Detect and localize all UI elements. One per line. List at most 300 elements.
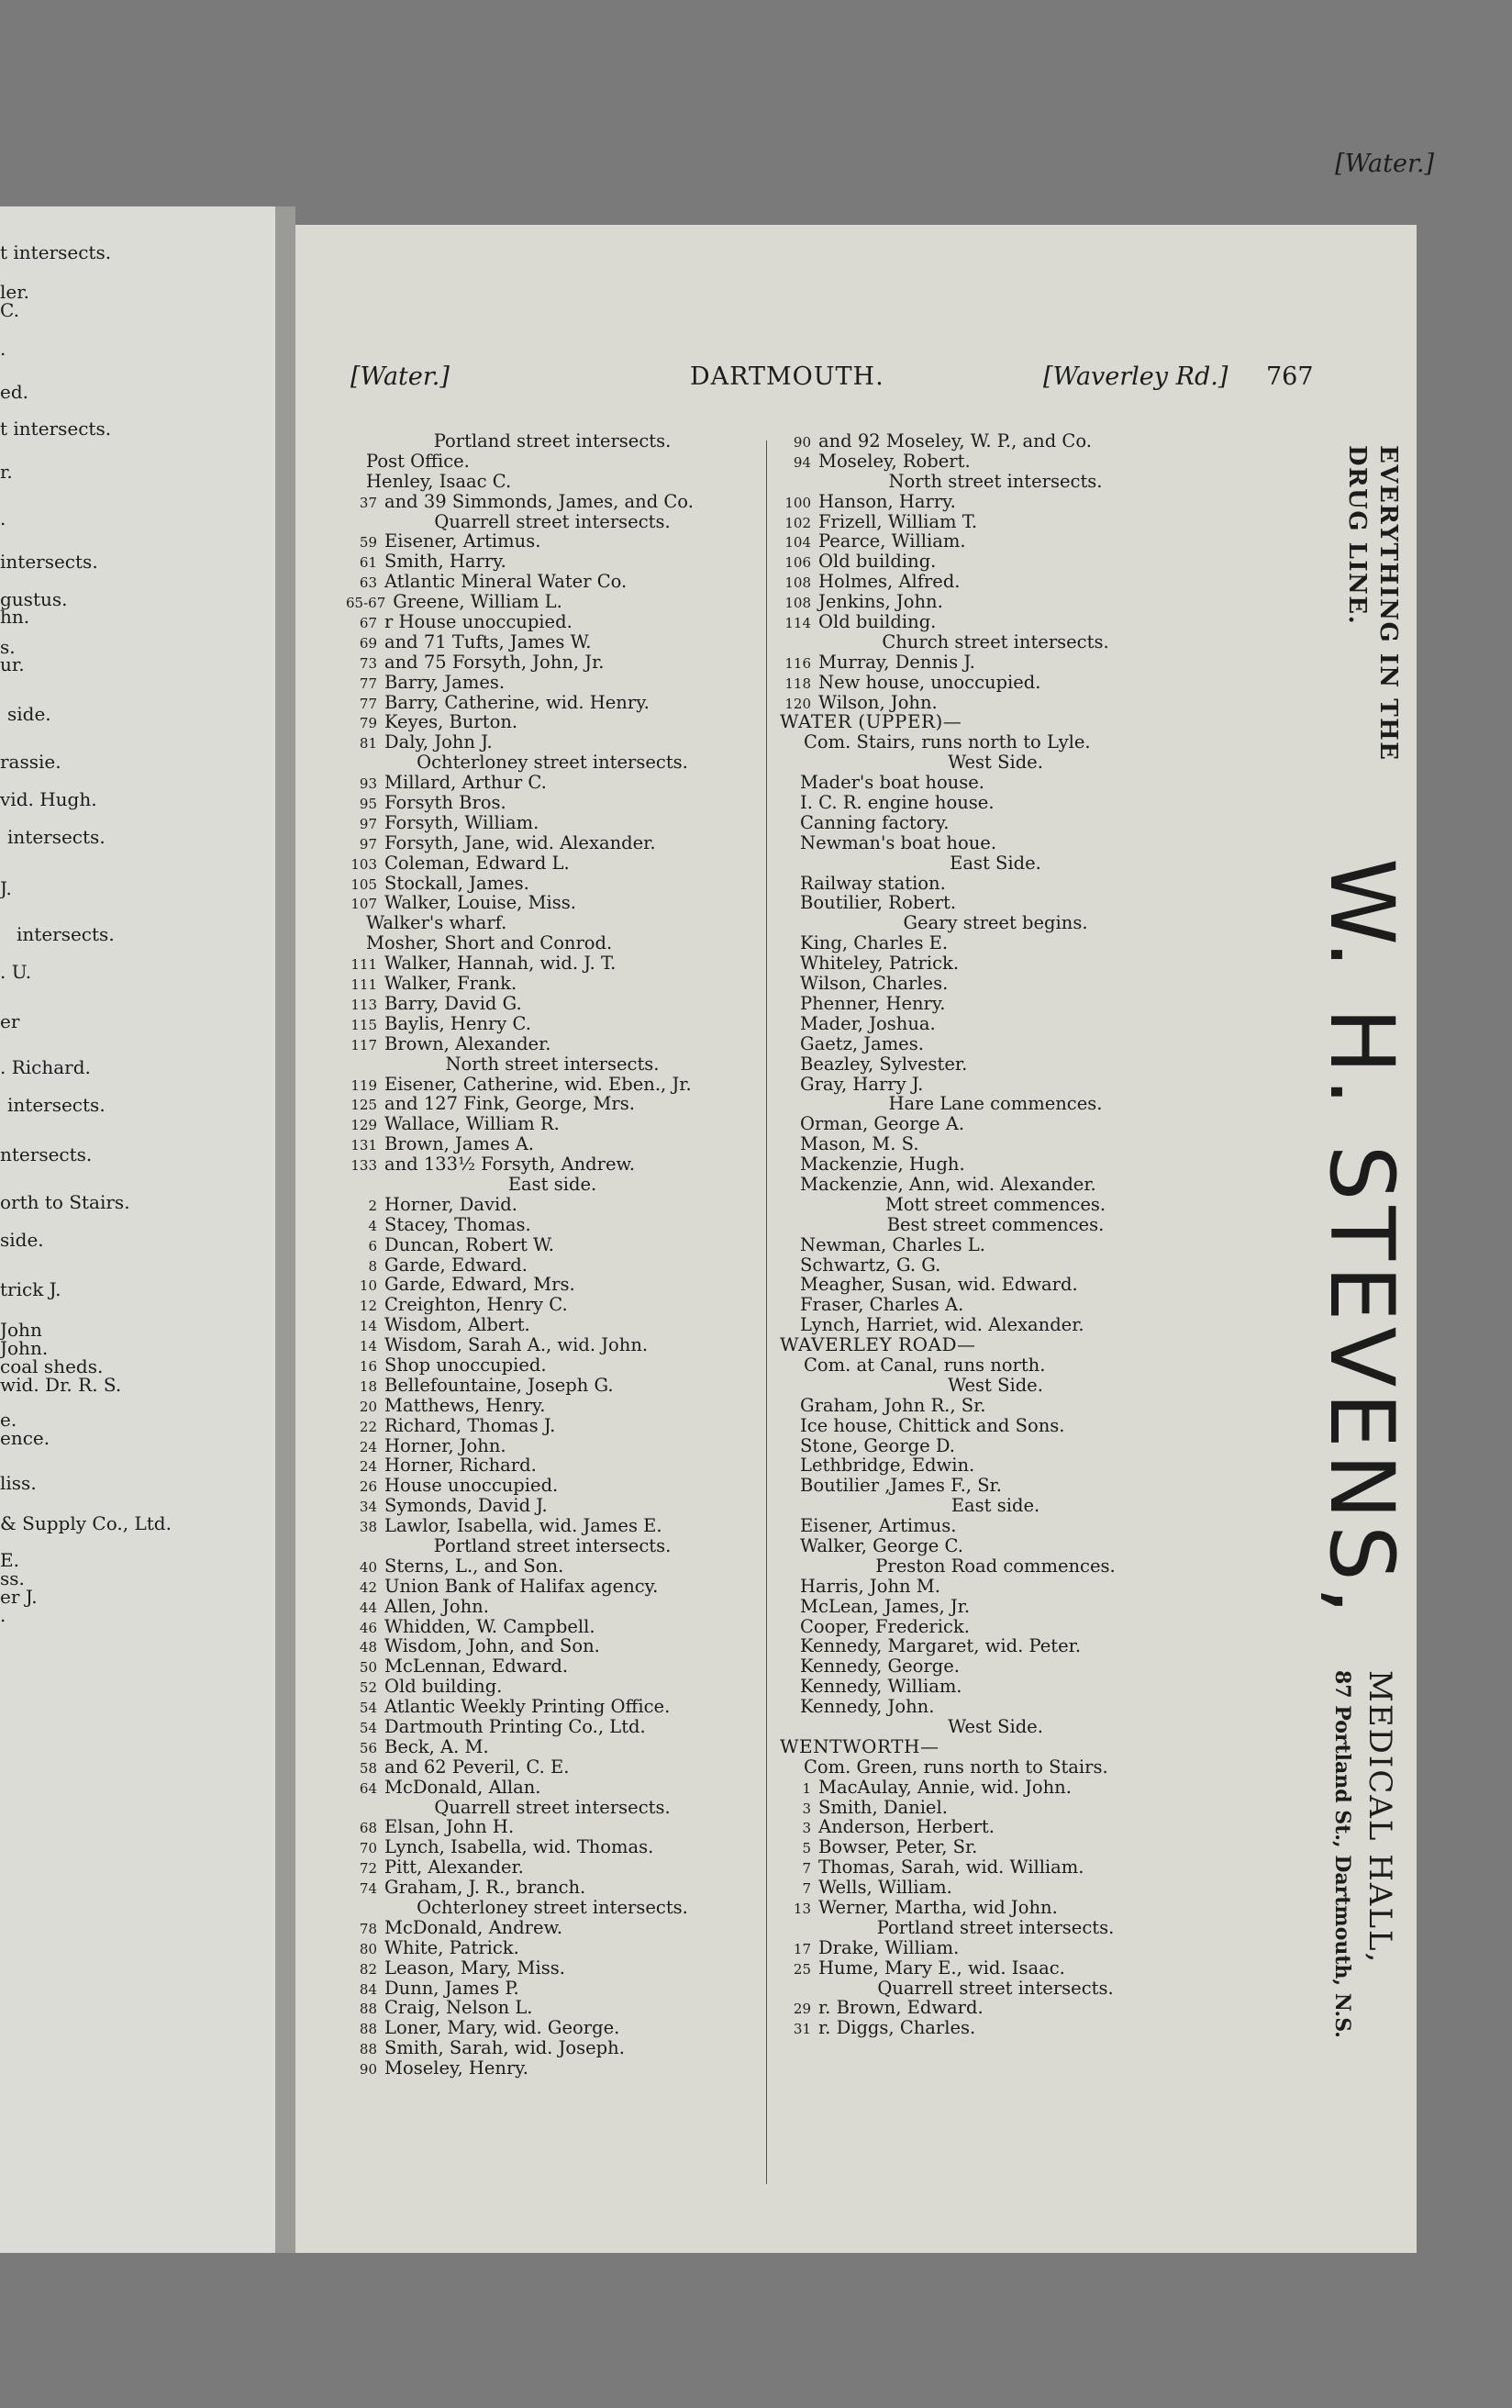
- house-number: 25: [793, 1960, 811, 1978]
- entry-text: Mackenzie, Ann, wid. Alexander.: [800, 1173, 1096, 1195]
- left-page-fragment: e.: [0, 1409, 17, 1431]
- left-column-entry: [346, 1798, 759, 1818]
- entry-text: Creighton, Henry C.: [384, 1294, 568, 1316]
- entry-text: Railway station.: [800, 872, 946, 894]
- right-column-entry: [780, 1436, 1211, 1456]
- left-column-entry: [346, 1315, 759, 1335]
- entry-text: Schwartz, G. G.: [800, 1254, 941, 1276]
- left-page-fragment: ntersects.: [0, 1143, 93, 1165]
- house-number: 4: [368, 1217, 377, 1234]
- house-number: 44: [359, 1599, 377, 1616]
- house-number: 40: [359, 1558, 377, 1576]
- ad-tagline-2: DRUG LINE.: [1343, 445, 1371, 626]
- directory-page: [295, 225, 1417, 2253]
- house-number: 14: [359, 1338, 377, 1355]
- right-column-entry: [780, 1636, 1211, 1656]
- house-number: 74: [359, 1880, 377, 1898]
- left-column-entry: [346, 1938, 759, 1958]
- house-number: 111: [350, 956, 377, 974]
- left-column-entry: [346, 612, 759, 632]
- right-column-entry: [780, 853, 1211, 874]
- house-number: 13: [793, 1901, 811, 1918]
- entry-text: Anderson, Herbert.: [818, 1816, 995, 1838]
- left-column-entry: [346, 1878, 759, 1898]
- entry-text: Henley, Isaac C.: [366, 470, 512, 492]
- right-column-entry: [780, 1857, 1211, 1878]
- left-column-entry: [346, 2058, 759, 2079]
- left-column-entry: [346, 933, 759, 953]
- left-column-entry: [346, 1898, 759, 1918]
- left-column-entry: [346, 1376, 759, 1396]
- entry-text: Hanson, Harry.: [818, 490, 956, 512]
- right-column-entry: [780, 1516, 1211, 1536]
- left-column-entry: [346, 1436, 759, 1456]
- entry-text: r. Diggs, Charles.: [818, 2017, 976, 2039]
- right-column-entry: [780, 1455, 1211, 1476]
- house-number: 7: [802, 1860, 811, 1878]
- left-column-entry: [346, 1516, 759, 1536]
- left-column-entry: [346, 1235, 759, 1255]
- right-column-entry: [780, 874, 1211, 894]
- house-number: 81: [359, 735, 377, 752]
- right-column-entry: [780, 732, 1211, 752]
- left-page-fragment: gustus.: [0, 588, 68, 610]
- entry-text: WATER (UPPER)—: [780, 710, 962, 733]
- entry-text: MacAulay, Annie, wid. John.: [818, 1776, 1072, 1798]
- header-left-street: [Water.]: [350, 362, 450, 391]
- house-number: 77: [359, 695, 377, 712]
- right-column-entry: [780, 1396, 1211, 1416]
- entry-text: Preston Road commences.: [875, 1555, 1116, 1577]
- right-column-entry: [780, 1878, 1211, 1898]
- entry-text: Bellefountaine, Joseph G.: [384, 1374, 614, 1396]
- entry-text: Thomas, Sarah, wid. William.: [818, 1856, 1084, 1878]
- left-column-entry: [346, 1094, 759, 1114]
- right-column-entry: [780, 1114, 1211, 1134]
- house-number: 70: [359, 1840, 377, 1857]
- entry-text: Millard, Arthur C.: [384, 772, 547, 794]
- entry-text: White, Patrick.: [384, 1936, 519, 1958]
- left-page-fragment: orth to Stairs.: [0, 1191, 130, 1213]
- left-page-fragment: . Richard.: [0, 1056, 91, 1078]
- entry-text: Forsyth Bros.: [384, 792, 506, 814]
- left-page-fragment: . U.: [0, 961, 32, 983]
- right-column: [780, 431, 1211, 2038]
- house-number: 106: [784, 554, 811, 572]
- right-column-entry: [780, 1697, 1211, 1717]
- right-column-entry: [780, 1315, 1211, 1335]
- right-column-entry: [780, 1355, 1211, 1376]
- right-column-entry: [780, 1235, 1211, 1255]
- entry-text: Murray, Dennis J.: [818, 651, 975, 673]
- entry-text: Best street commences.: [886, 1213, 1105, 1235]
- house-number: 90: [359, 2061, 377, 2079]
- left-page-fragment: er J.: [0, 1586, 38, 1608]
- entry-text: WAVERLEY ROAD—: [780, 1333, 976, 1356]
- left-column-entry: [346, 1817, 759, 1837]
- left-column-entry: [346, 2018, 759, 2038]
- right-column-entry: [780, 1416, 1211, 1436]
- house-number: 14: [359, 1318, 377, 1335]
- entry-text: Mackenzie, Hugh.: [800, 1154, 965, 1176]
- house-number: 34: [359, 1499, 377, 1516]
- left-column-entry: [346, 1455, 759, 1476]
- right-column-entry: [780, 1094, 1211, 1114]
- house-number: 82: [359, 1960, 377, 1978]
- house-number: 16: [359, 1357, 377, 1375]
- left-column-entry: [346, 793, 759, 813]
- right-column-entry: [780, 1998, 1211, 2018]
- right-column-entry: [780, 531, 1211, 552]
- house-number: 52: [359, 1679, 377, 1697]
- right-column-entry: [780, 673, 1211, 693]
- entry-text: Forsyth, Jane, wid. Alexander.: [384, 831, 656, 853]
- entry-text: Old building.: [818, 551, 937, 573]
- entry-text: West Side.: [948, 1374, 1043, 1396]
- entry-text: North street intersects.: [888, 470, 1103, 492]
- right-column-entry: [780, 512, 1211, 532]
- right-column-entry: [780, 1617, 1211, 1637]
- left-column-entry: [346, 1556, 759, 1577]
- left-column-entry: [346, 693, 759, 713]
- house-number: 2: [368, 1197, 377, 1214]
- right-column-entry: [780, 1476, 1211, 1496]
- left-column-entry: [346, 1014, 759, 1034]
- left-page-fragment: wid. Dr. R. S.: [0, 1374, 122, 1396]
- right-column-entry: [780, 1577, 1211, 1597]
- left-column-entry: [346, 752, 759, 773]
- left-page-fragment: intersects.: [7, 1094, 106, 1116]
- left-column-entry: [346, 472, 759, 492]
- left-page-fragment: John: [0, 1319, 42, 1341]
- right-column-entry: [780, 592, 1211, 612]
- house-number: 29: [793, 2001, 811, 2018]
- right-column-entry: [780, 472, 1211, 492]
- advertisement-rotated: [1295, 445, 1413, 2207]
- ad-address: 87 Portland St., Dartmouth, N.S.: [1330, 1670, 1354, 2038]
- right-column-entry: [780, 1175, 1211, 1195]
- house-number: 17: [793, 1940, 811, 1957]
- right-column-entry: [780, 1837, 1211, 1857]
- right-column-entry: [780, 933, 1211, 953]
- entry-text: Kennedy, John.: [800, 1696, 935, 1718]
- entry-text: Walker's wharf.: [366, 912, 507, 934]
- entry-text: and 75 Forsyth, John, Jr.: [384, 651, 605, 673]
- entry-text: McLennan, Edward.: [384, 1656, 569, 1678]
- right-column-entry: [780, 994, 1211, 1014]
- entry-text: East side.: [507, 1173, 597, 1195]
- entry-text: Harris, John M.: [800, 1575, 940, 1597]
- house-number: 88: [359, 2001, 377, 2018]
- entry-text: Frizell, William T.: [818, 510, 978, 532]
- entry-text: Eisener, Artimus.: [800, 1515, 957, 1537]
- right-column-entry: [780, 913, 1211, 933]
- left-column-entry: [346, 452, 759, 472]
- house-number: 73: [359, 654, 377, 672]
- house-number: 6: [368, 1237, 377, 1254]
- house-number: 37: [359, 494, 377, 511]
- entry-text: and 92 Moseley, W. P., and Co.: [818, 430, 1092, 452]
- left-page-fragment: vid. Hugh.: [0, 788, 97, 810]
- page-number: 767: [1266, 362, 1314, 391]
- right-column-entry: [780, 773, 1211, 793]
- house-number: 59: [359, 534, 377, 552]
- right-column-entry: [780, 572, 1211, 592]
- house-number: 114: [784, 615, 811, 632]
- entry-text: and 127 Fink, George, Mrs.: [384, 1093, 635, 1115]
- entry-text: Graham, John R., Sr.: [800, 1394, 986, 1416]
- right-column-entry: [780, 1778, 1211, 1798]
- house-number: 107: [350, 896, 377, 913]
- left-page-fragment: C.: [0, 299, 19, 321]
- house-number: 68: [359, 1820, 377, 1837]
- entry-text: Coleman, Edward L.: [384, 852, 570, 874]
- left-column-entry: [346, 994, 759, 1014]
- page-gutter: [275, 206, 295, 2253]
- right-column-entry: [780, 974, 1211, 994]
- house-number: 105: [350, 875, 377, 893]
- right-column-entry: [780, 953, 1211, 974]
- entry-text: Bowser, Peter, Sr.: [818, 1836, 978, 1858]
- entry-text: Elsan, John H.: [384, 1816, 515, 1838]
- entry-text: Graham, J. R., branch.: [384, 1877, 586, 1899]
- entry-text: Union Bank of Halifax agency.: [384, 1575, 659, 1597]
- house-number: 24: [359, 1438, 377, 1455]
- house-number: 125: [350, 1097, 377, 1114]
- entry-text: Quarrell street intersects.: [434, 510, 671, 532]
- left-column-entry: [346, 1255, 759, 1276]
- left-column-entry: [346, 853, 759, 874]
- entry-text: Lynch, Harriet, wid. Alexander.: [800, 1314, 1084, 1336]
- left-page-fragment: ed.: [0, 381, 28, 403]
- entry-text: Stockall, James.: [384, 872, 529, 894]
- house-number: 113: [350, 996, 377, 1013]
- entry-text: and 62 Peveril, C. E.: [384, 1756, 570, 1778]
- house-number: 10: [359, 1277, 377, 1295]
- house-number: 84: [359, 1980, 377, 1998]
- house-number: 90: [793, 434, 811, 451]
- left-column-entry: [346, 953, 759, 974]
- entry-text: Leason, Mary, Miss.: [384, 1956, 565, 1979]
- house-number: 42: [359, 1578, 377, 1596]
- entry-text: Allen, John.: [384, 1595, 489, 1617]
- left-page-fragment: t intersects.: [0, 418, 112, 440]
- entry-text: Kennedy, William.: [800, 1676, 962, 1698]
- right-column-entry: [780, 1075, 1211, 1095]
- entry-text: Mader's boat house.: [800, 772, 984, 794]
- entry-text: King, Charles E.: [800, 932, 949, 954]
- entry-text: Holmes, Alfred.: [818, 571, 961, 593]
- right-column-entry: [780, 431, 1211, 452]
- house-number: 115: [350, 1016, 377, 1033]
- entry-text: West Side.: [948, 1716, 1043, 1737]
- right-column-entry: [780, 1817, 1211, 1837]
- right-column-entry: [780, 1757, 1211, 1778]
- entry-text: Post Office.: [366, 450, 470, 472]
- entry-text: Pearce, William.: [818, 530, 966, 552]
- left-column-entry: [346, 1837, 759, 1857]
- house-number: 88: [359, 2021, 377, 2038]
- house-number: 79: [359, 715, 377, 732]
- left-column-entry: [346, 913, 759, 933]
- entry-text: Dunn, James P.: [384, 1977, 519, 1999]
- left-column-entry: [346, 512, 759, 532]
- left-page-fragment: coal sheds.: [0, 1355, 104, 1377]
- entry-text: Garde, Edward.: [384, 1254, 528, 1276]
- left-column-entry: [346, 572, 759, 592]
- left-page-fragment: er: [0, 1010, 20, 1032]
- left-column-entry: [346, 1677, 759, 1697]
- header-right-street: [Waverley Rd.]: [1043, 362, 1228, 391]
- left-page-header: [Water.]: [1335, 150, 1434, 178]
- right-column-entry: [780, 1918, 1211, 1938]
- house-number: 3: [802, 1820, 811, 1837]
- left-page-fragment: intersects.: [17, 923, 115, 945]
- entry-text: McLean, James, Jr.: [800, 1595, 971, 1617]
- left-page-fragment: E.: [0, 1549, 19, 1571]
- entry-text: Old building.: [818, 611, 937, 633]
- left-column-entry: [346, 1998, 759, 2018]
- entry-text: Beck, A. M.: [384, 1735, 489, 1757]
- left-page-fragment: ur.: [0, 653, 25, 675]
- left-page-fragment: side.: [7, 703, 51, 725]
- left-page-fragment: John.: [0, 1337, 49, 1359]
- house-number: 54: [359, 1720, 377, 1736]
- right-column-entry: [780, 1376, 1211, 1396]
- house-number: 78: [359, 1920, 377, 1937]
- left-column-entry: [346, 1656, 759, 1677]
- entry-text: Loner, Mary, wid. George.: [384, 2017, 620, 2039]
- entry-text: Beazley, Sylvester.: [800, 1053, 968, 1075]
- entry-text: Barry, Catherine, wid. Henry.: [384, 691, 650, 713]
- entry-text: Com. Green, runs north to Stairs.: [804, 1756, 1108, 1778]
- left-column-entry: [346, 833, 759, 853]
- house-number: 31: [793, 2021, 811, 2038]
- left-column-entry: [346, 1295, 759, 1315]
- house-number: 120: [784, 695, 811, 712]
- entry-text: Wells, William.: [818, 1877, 952, 1899]
- left-column-entry: [346, 492, 759, 512]
- entry-text: Jenkins, John.: [818, 591, 943, 613]
- entry-text: Gray, Harry J.: [800, 1073, 924, 1095]
- house-number: 61: [359, 554, 377, 572]
- house-number: 3: [802, 1800, 811, 1817]
- house-number: 8: [368, 1257, 377, 1275]
- entry-text: Mader, Joshua.: [800, 1012, 936, 1034]
- left-page-fragment: .: [0, 1604, 6, 1626]
- entry-text: Symonds, David J.: [384, 1495, 548, 1517]
- entry-text: Atlantic Mineral Water Co.: [384, 571, 628, 593]
- house-number: 12: [359, 1298, 377, 1315]
- house-number: 26: [359, 1478, 377, 1496]
- entry-text: r. Brown, Edward.: [818, 1997, 984, 2019]
- entry-text: East Side.: [950, 852, 1041, 874]
- house-number: 50: [359, 1659, 377, 1677]
- entry-text: Meagher, Susan, wid. Edward.: [800, 1274, 1078, 1296]
- right-column-entry: [780, 1255, 1211, 1276]
- entry-text: WENTWORTH—: [780, 1734, 939, 1757]
- entry-text: Greene, William L.: [393, 591, 562, 613]
- entry-text: Smith, Harry.: [384, 551, 506, 573]
- left-column-entry: [346, 1918, 759, 1938]
- right-column-entry: [780, 752, 1211, 773]
- entry-text: Portland street intersects.: [433, 1534, 672, 1556]
- right-column-entry: [780, 1979, 1211, 1999]
- ad-tagline-1: EVERYTHING IN THE: [1374, 445, 1402, 762]
- entry-text: Wilson, John.: [818, 691, 938, 713]
- house-number: 24: [359, 1458, 377, 1476]
- right-column-entry: [780, 712, 1211, 732]
- left-column-entry: [346, 1979, 759, 1999]
- entry-text: Wallace, William R.: [384, 1113, 560, 1135]
- ad-business-name: MEDICAL HALL,: [1362, 1670, 1398, 1965]
- house-number: 1: [802, 1779, 811, 1797]
- entry-text: Baylis, Henry C.: [384, 1012, 531, 1034]
- entry-text: Barry, James.: [384, 671, 506, 693]
- left-column-entry: [346, 893, 759, 913]
- house-number: 118: [784, 674, 811, 692]
- entry-text: r House unoccupied.: [384, 611, 573, 633]
- house-number: 131: [350, 1137, 377, 1154]
- right-column-entry: [780, 1335, 1211, 1355]
- right-column-entry: [780, 1898, 1211, 1918]
- entry-text: Eisener, Catherine, wid. Eben., Jr.: [384, 1073, 692, 1095]
- entry-text: Horner, Richard.: [384, 1455, 537, 1477]
- house-number: 64: [359, 1779, 377, 1797]
- entry-text: Lawlor, Isabella, wid. James E.: [384, 1515, 662, 1537]
- left-column-entry: [346, 552, 759, 572]
- house-number: 48: [359, 1639, 377, 1656]
- entry-text: Shop unoccupied.: [384, 1354, 547, 1376]
- left-column-entry: [346, 1335, 759, 1355]
- house-number: 56: [359, 1739, 377, 1756]
- left-page-fragment: J.: [0, 877, 12, 899]
- right-column-entry: [780, 2018, 1211, 2038]
- entry-text: Keyes, Burton.: [384, 711, 518, 733]
- entry-text: House unoccupied.: [384, 1475, 559, 1497]
- left-column-entry: [346, 531, 759, 552]
- left-column-entry: [346, 1577, 759, 1597]
- house-number: 97: [359, 815, 377, 832]
- entry-text: Stacey, Thomas.: [384, 1213, 531, 1235]
- right-column-entry: [780, 1034, 1211, 1054]
- page-header: [350, 362, 1314, 401]
- left-column-entry: [346, 1536, 759, 1556]
- left-page-fragment: hn.: [0, 606, 30, 628]
- house-number: 7: [802, 1880, 811, 1898]
- left-column-entry: [346, 1215, 759, 1235]
- right-column-entry: [780, 1295, 1211, 1315]
- right-column-entry: [780, 1734, 1211, 1757]
- house-number: 97: [359, 835, 377, 853]
- right-column-entry: [780, 1054, 1211, 1075]
- house-number: 46: [359, 1619, 377, 1636]
- left-column-entry: [346, 431, 759, 452]
- house-number: 94: [793, 453, 811, 471]
- right-column-entry: [780, 833, 1211, 853]
- right-column-entry: [780, 1938, 1211, 1958]
- left-page-fragment: .: [0, 338, 6, 360]
- house-number: 77: [359, 674, 377, 692]
- right-column-entry: [780, 1195, 1211, 1215]
- entry-text: Moseley, Robert.: [818, 450, 971, 472]
- entry-text: Mosher, Short and Conrod.: [366, 932, 613, 954]
- left-column-entry: [346, 1154, 759, 1175]
- left-column-entry: [346, 974, 759, 994]
- entry-text: Moseley, Henry.: [384, 2057, 528, 2079]
- entry-text: Boutilier ,James F., Sr.: [800, 1475, 1002, 1497]
- left-column-entry: [346, 813, 759, 833]
